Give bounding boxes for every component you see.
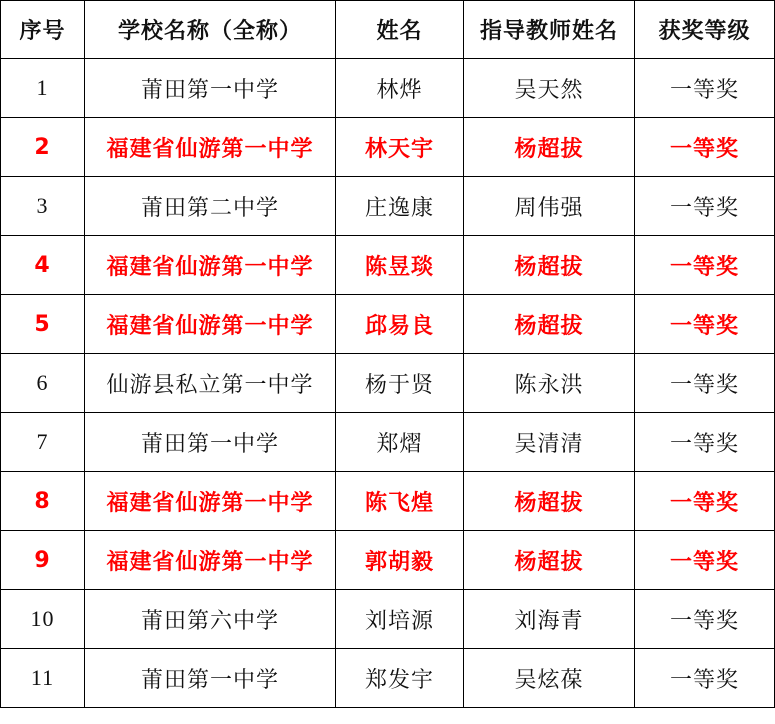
cell-seq: 5	[1, 295, 85, 354]
cell-seq: 6	[1, 354, 85, 413]
table-row	[1, 236, 775, 295]
header-teacher: 指导教师姓名	[464, 1, 635, 59]
cell-seq: 8	[1, 472, 85, 531]
cell-award: 一等奖	[635, 531, 775, 590]
cell-award: 一等奖	[635, 472, 775, 531]
cell-teacher: 吴炫葆	[464, 649, 635, 708]
cell-school: 仙游县私立第一中学	[85, 354, 336, 413]
table-body	[1, 59, 775, 708]
cell-name: 刘培源	[336, 590, 464, 649]
cell-seq: 2	[1, 118, 85, 177]
cell-award: 一等奖	[635, 590, 775, 649]
cell-school: 福建省仙游第一中学	[85, 472, 336, 531]
cell-seq: 7	[1, 413, 85, 472]
cell-seq: 4	[1, 236, 85, 295]
cell-school: 莆田第六中学	[85, 590, 336, 649]
cell-award: 一等奖	[635, 236, 775, 295]
cell-school: 莆田第二中学	[85, 177, 336, 236]
table-header	[1, 1, 775, 59]
header-school: 学校名称（全称）	[85, 1, 336, 59]
table-row	[1, 295, 775, 354]
cell-teacher: 杨超拔	[464, 236, 635, 295]
cell-seq: 3	[1, 177, 85, 236]
cell-teacher: 杨超拔	[464, 531, 635, 590]
cell-teacher: 周伟强	[464, 177, 635, 236]
cell-school: 福建省仙游第一中学	[85, 236, 336, 295]
cell-award: 一等奖	[635, 59, 775, 118]
cell-teacher: 吴清清	[464, 413, 635, 472]
cell-teacher: 杨超拔	[464, 295, 635, 354]
header-award: 获奖等级	[635, 1, 775, 59]
cell-school: 莆田第一中学	[85, 59, 336, 118]
table-row	[1, 59, 775, 118]
table-row	[1, 590, 775, 649]
cell-teacher: 刘海青	[464, 590, 635, 649]
table-row	[1, 531, 775, 590]
cell-award: 一等奖	[635, 649, 775, 708]
header-name: 姓名	[336, 1, 464, 59]
table-row	[1, 649, 775, 708]
cell-award: 一等奖	[635, 177, 775, 236]
cell-name: 郑熠	[336, 413, 464, 472]
cell-seq: 11	[1, 649, 85, 708]
cell-teacher: 吴天然	[464, 59, 635, 118]
table-row	[1, 354, 775, 413]
cell-name: 林天宇	[336, 118, 464, 177]
cell-seq: 10	[1, 590, 85, 649]
cell-seq: 9	[1, 531, 85, 590]
cell-name: 陈飞煌	[336, 472, 464, 531]
cell-award: 一等奖	[635, 295, 775, 354]
cell-award: 一等奖	[635, 354, 775, 413]
cell-name: 庄逸康	[336, 177, 464, 236]
cell-teacher: 陈永洪	[464, 354, 635, 413]
cell-name: 陈昱琰	[336, 236, 464, 295]
cell-teacher: 杨超拔	[464, 118, 635, 177]
cell-school: 莆田第一中学	[85, 649, 336, 708]
cell-teacher: 杨超拔	[464, 472, 635, 531]
header-row	[1, 1, 775, 59]
cell-school: 福建省仙游第一中学	[85, 531, 336, 590]
cell-school: 福建省仙游第一中学	[85, 118, 336, 177]
header-seq: 序号	[1, 1, 85, 59]
cell-name: 邱易良	[336, 295, 464, 354]
cell-seq: 1	[1, 59, 85, 118]
cell-name: 郑发宇	[336, 649, 464, 708]
table-row	[1, 118, 775, 177]
cell-school: 莆田第一中学	[85, 413, 336, 472]
cell-award: 一等奖	[635, 118, 775, 177]
cell-name: 林烨	[336, 59, 464, 118]
cell-name: 郭胡毅	[336, 531, 464, 590]
table-row	[1, 413, 775, 472]
table-row	[1, 177, 775, 236]
cell-award: 一等奖	[635, 413, 775, 472]
table-row	[1, 472, 775, 531]
cell-school: 福建省仙游第一中学	[85, 295, 336, 354]
cell-name: 杨于贤	[336, 354, 464, 413]
